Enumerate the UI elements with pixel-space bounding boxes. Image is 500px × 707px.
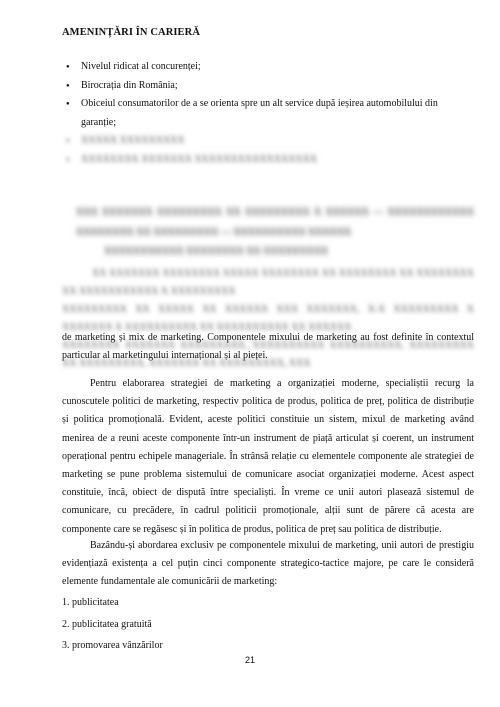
list-item: ● Obiceiul consumatorilor de a se orienta spre un alt service după ieșirea automobilului din garanție; xyxy=(62,95,474,132)
paragraph: Pentru elaborarea strategiei de marketing a organizației moderne, specialiștii recurg la cunoscutele politici de marketing, respectiv politica de produs, politica de preț, politica de distribuție și politica promoțională. Evident, aceste politici constituie un sistem, mixul de marketing având menirea de a reuni aceste componente într-un instrument de piață articulat și coerent, un instrument operațional pentru echipele manageriale. În strânsă relație cu elementele componente ale strategiei de marketing se pune problema sistemului de comunicare asociat organizației moderne. Acest aspect constituie, încă, obiect de dispută între specialiști. În vreme ce unii autori plasează sistemul de comunicare, cu precădere, în cadrul politicii promoționale, alții sunt de părere că acesta are componente care se regăsesc și în politica de produs, politica de preț sau politica de distribuție. xyxy=(62,378,474,535)
list-item: ● Nivelul ridicat al concurenței; xyxy=(62,58,474,77)
numbered-list xyxy=(62,592,163,657)
threats-list xyxy=(62,58,474,169)
paragraph: de marketing și mix de marketing. Componentele mixului de marketing au fost definite în contextul particular al marketingului internațional și al pieței. xyxy=(62,332,474,362)
blurred-subsection-heading: XXXXXXXXXXX XXXXXXXX XX XXXXXXXXX xyxy=(104,246,329,257)
list-item: 3. promovarea vânzărilor xyxy=(62,640,163,651)
blurred-paragraph: XX XXXXXXX XXXXXXXX XXXXX XXXXXXXX XX XXXXXXXX XX XXXXXXXX XX XXXXXXXXXXX X XXXXXXXXX XXXXXXXXX XX XXXXX XX XXXXXX XXX XXXXXXX, X-X XXXXXXXXX X XXXXXXX X XXXXXXXXXX XX XXXXXXXXXX XX XXXXXX XXXXXXXX XXXXXXX XXXXXXXXX, XXXXXXXXXX XXXXXXXXXX, XXXXXXXXX XX XXXXXXXXX, XXXXXXX XX XXXXXXXXX, XXX xyxy=(62,268,474,369)
page-number: 21 xyxy=(244,655,255,665)
paragraph: Bazându-și abordarea exclusiv pe componentele mixului de marketing, unii autori de prestigiu evidențiază existența a cel puțin cinci componente strategico-tactice majore, pe care le consideră elemente fundamentale ale comunicării de marketing: xyxy=(62,540,474,588)
list-item: 1. publicitatea xyxy=(62,597,119,608)
list-item: ● Birocrația din România; xyxy=(62,77,474,96)
blurred-list-item: ● XXXXX XXXXXXXXX xyxy=(62,132,474,151)
blurred-list-item: ● XXXXXXXX XXXXXXX XXXXXXXXXXXXXXXXX xyxy=(62,151,474,170)
list-item: 2. publicitatea gratuită xyxy=(62,618,152,630)
blurred-section-heading: XXX XXXXXXX XXXXXXXXX XX XXXXXXXXX X XXXXXX — XXXXXXXXXXXX XXXXXXXX XX XXXXXXXXX — XXXXXXXXXX XXXXXX xyxy=(76,207,474,238)
page-heading: AMENINȚĂRI ÎN CARIERĂ xyxy=(62,27,201,38)
